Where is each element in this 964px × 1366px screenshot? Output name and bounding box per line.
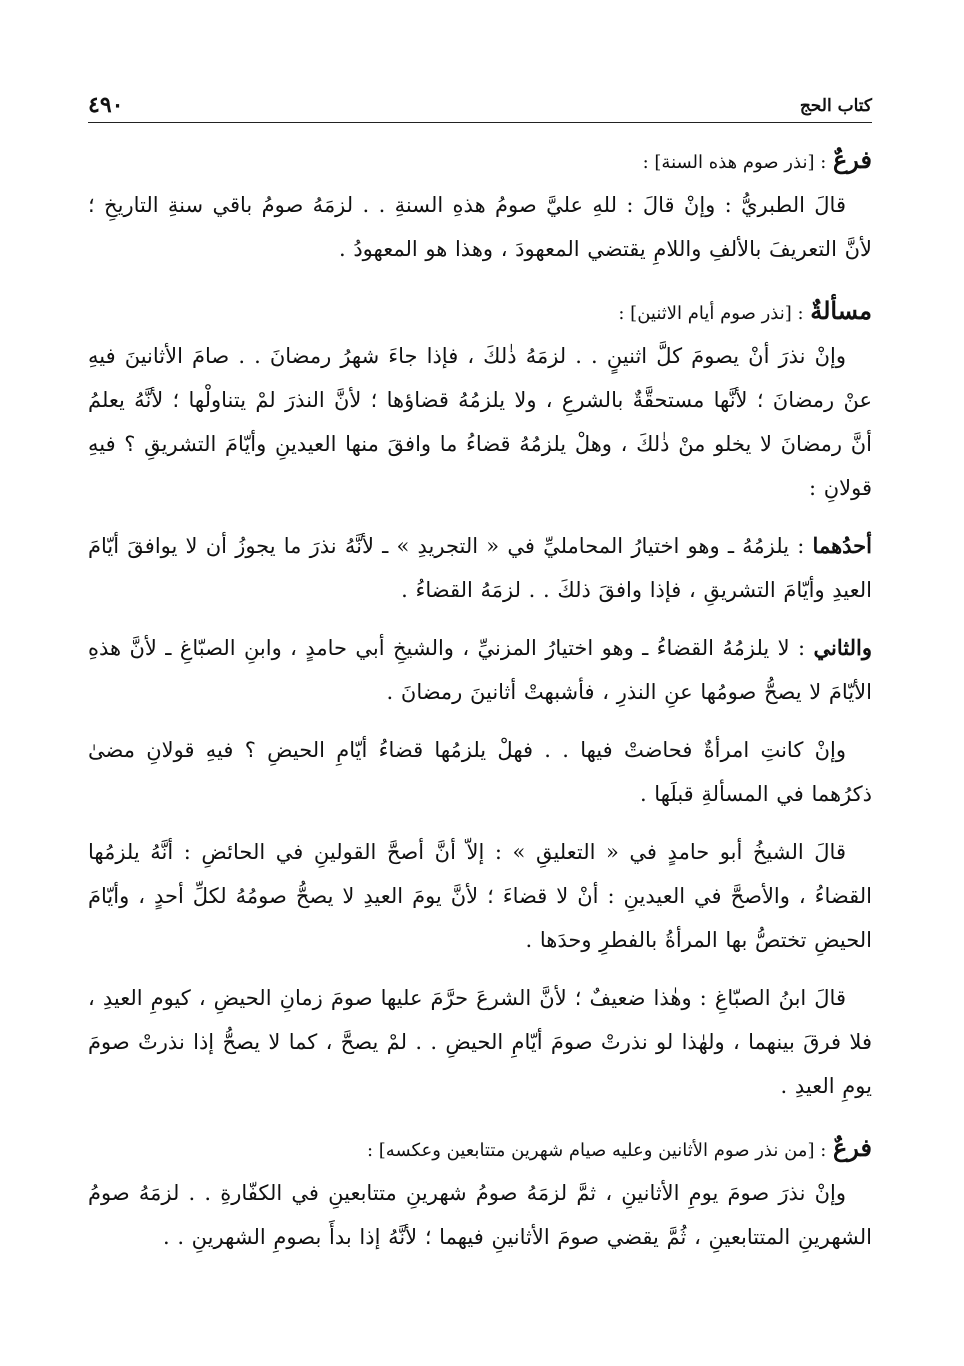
section-heading-far xyxy=(88,140,872,183)
book-title: كتاب الحج xyxy=(799,96,872,116)
paragraph: وإنْ نذرَ أنْ يصومَ كلَّ اثنينٍ . . لزمَهُ ذٰلكَ ، فإذا جاءَ شهرُ رمضانَ . . صامَ الأثانينَ فيهِ عنْ رمضانَ ؛ لأنَّها مستحقَّةٌ بالشرعِ ، ولا يلزمُهُ قضاؤها ؛ لأنَّ النذرَ لمْ يتناولْها ؛ لأنَّهُ يعلمُ أنَّ رمضانَ لا يخلو منْ ذٰلكَ ، وهلْ يلزمُهُ قضاءُ ما وافقَ منها العيدينِ وأيّامَ التشريقِ ؟ فيهِ قولانِ : xyxy=(88,344,872,500)
heading-title: : [من نذر صوم الأثانين وعليه صيام شهرين متتابعين وعكسه] : xyxy=(367,1140,827,1161)
paragraph: قالَ الشيخُ أبو حامدٍ في « التعليقِ » : إلاّ أنَّ أصحَّ القولينِ في الحائضِ : أنَّهُ يلزمُها القضاءُ ، والأصحَّ في العيدينِ : أنْ لا قضاءَ ؛ لأنَّ يومَ العيدِ لا يصحُّ صومُهُ لكلِّ أحدٍ ، وأيّامَ الحيضِ تختصُّ بها المرأةُ بالفطرِ وحدَها . xyxy=(88,840,872,952)
paragraph: قالَ الطبريُّ : وإنْ قالَ : للهِ عليَّ صومُ هذهِ السنةِ . . لزمَهُ صومُ باقي سنةِ التاريخِ ؛ لأنَّ التعريفَ بالألفِ واللامِ يقتضي المعهودَ ، وهذا هو المعهودُ . xyxy=(88,193,872,261)
section-heading-masala xyxy=(88,291,872,334)
paragraph-lead: والثاني xyxy=(813,635,872,660)
paragraph-text: : لا يلزمُهُ القضاءُ ـ وهو اختيارُ المزنيِّ ، والشيخِ أبي حامدٍ ، وابنِ الصبّاغِ ـ لأنَّ هذهِ الأيّامَ لا يصحُّ صومُها عنِ النذرِ ، فأشبهتْ أثانينَ رمضانَ . xyxy=(88,636,872,704)
paragraph-text: : يلزمُهُ ـ وهو اختيارُ المحامليِّ في « التجريدِ » ـ لأنَّهُ نذرَ ما يجوزُ أن لا يوافقَ أيّامَ العيدِ وأيّامَ التشريقِ ، فإذا وافقَ ذلكَ . . لزمَهُ القضاءُ . xyxy=(88,534,872,602)
paragraph-second-opinion xyxy=(88,626,872,714)
paragraph: وإنْ نذرَ صومَ يومِ الأثانينِ ، ثمَّ لزمَهُ صومُ شهرينِ متتابعينِ في الكفّارةِ . . لزمَهُ صومُ الشهرينِ المتتابعينِ ، ثُمَّ يقضي صومَ الأثانينِ فيهما ؛ لأنَّهُ إذا بدأَ بصومِ الشهرينِ . . xyxy=(88,1181,872,1249)
running-header xyxy=(88,86,872,123)
heading-keyword: فرعٌ xyxy=(832,145,872,174)
paragraph-first-opinion xyxy=(88,524,872,612)
paragraph-lead: أحدُهما xyxy=(812,533,872,558)
heading-title: : [نذر صوم أيام الاثنين] : xyxy=(618,303,804,324)
paragraph: وإنْ كانتِ امرأةٌ فحاضتْ فيها . . فهلْ يلزمُها قضاءُ أيّامِ الحيضِ ؟ فيهِ قولانِ مضىٰ ذكرُهما في المسألةِ قبلَها . xyxy=(88,738,872,806)
section-heading-far xyxy=(88,1128,872,1171)
heading-title: : [نذر صوم هذه السنة] : xyxy=(642,152,827,173)
page-body xyxy=(88,140,872,1259)
page-number: ٤٩٠ xyxy=(88,92,124,118)
heading-keyword: مسألةٌ xyxy=(810,296,872,325)
heading-keyword: فرعٌ xyxy=(832,1133,872,1162)
paragraph: قالَ ابنُ الصبّاغِ : وهٰذا ضعيفٌ ؛ لأنَّ الشرعَ حرَّمَ عليها صومَ زمانِ الحيضِ ، كيومِ العيدِ ، فلا فرقَ بينهما ، ولهٰذا لو نذرتْ صومَ أيّامِ الحيضِ . . لمْ يصحَّ ، كما لا يصحُّ إذا نذرتْ صومَ يومِ العيدِ . xyxy=(88,986,872,1098)
